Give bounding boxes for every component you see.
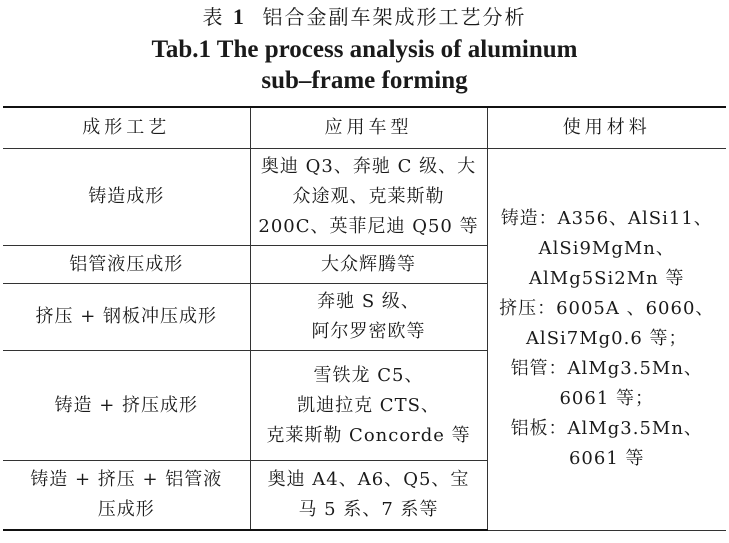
process-cell <box>3 284 250 351</box>
caption-number: 1 <box>232 4 246 29</box>
process-cell <box>3 149 250 246</box>
materials-line: AlSi7Mg0.6 等； <box>525 328 688 350</box>
caption-prefix: 表 <box>202 5 225 29</box>
process-text: 挤压 + 钢板冲压成形 <box>35 306 218 327</box>
models-line: 众途观、克莱斯勒 <box>292 186 445 207</box>
materials-line: AlSi9MgMn、 <box>538 238 675 260</box>
process-text: 铸造成形 <box>88 186 165 207</box>
process-text: 铸造 + 挤压成形 <box>54 394 199 416</box>
models-cell <box>250 351 487 461</box>
models-line: 克莱斯勒 Concorde 等 <box>266 424 471 446</box>
models-line: 奥迪 A4、A6、Q5、宝 <box>267 469 470 490</box>
models-line: 雪铁龙 C5、 <box>313 364 424 386</box>
materials-cell <box>487 149 726 531</box>
process-text: 铝管液压成形 <box>69 253 184 275</box>
materials-line: 铝板：AlMg3.5Mn、 <box>510 418 703 440</box>
table-row <box>3 149 726 246</box>
process-cell <box>3 246 250 284</box>
models-cell <box>250 246 487 284</box>
models-line: 奔驰 S 级、 <box>317 291 420 312</box>
materials-line: 铸造：A356、AlSi11、 <box>500 208 713 230</box>
process-table <box>3 106 726 531</box>
models-line: 凯迪拉克 CTS、 <box>297 394 440 416</box>
models-cell <box>250 284 487 351</box>
materials-line: 铝管：AlMg3.5Mn、 <box>510 358 703 380</box>
header-process: 成形工艺 <box>3 107 250 149</box>
process-cell <box>3 461 250 531</box>
models-line: 马 5 系、7 系等 <box>298 499 439 520</box>
caption-en-line-1: Tab.1 The process analysis of aluminum <box>151 36 578 63</box>
process-text: 铸造 + 挤压 + 铝管液 <box>30 469 223 490</box>
table-header-row <box>3 107 726 149</box>
header-materials: 使用材料 <box>487 107 726 149</box>
models-line: 奥迪 Q3、奔驰 C 级、大 <box>260 156 477 177</box>
header-models: 应用车型 <box>250 107 487 149</box>
caption-en-line-2: sub–frame forming <box>261 67 468 94</box>
process-cell <box>3 351 250 461</box>
caption-title-cn: 铝合金副车架成形工艺分析 <box>262 5 527 29</box>
models-cell <box>250 149 487 246</box>
materials-line: 6061 等 <box>568 448 645 470</box>
table-caption-en <box>0 34 729 96</box>
materials-line: 挤压：6005A 、6060、 <box>499 298 715 320</box>
process-text: 压成形 <box>97 499 155 520</box>
models-cell <box>250 461 487 531</box>
materials-line: AlMg5Si2Mn 等 <box>529 268 685 290</box>
models-line: 200C、英菲尼迪 Q50 等 <box>258 216 479 237</box>
models-line: 阿尔罗密欧等 <box>311 321 426 342</box>
materials-line: 6061 等； <box>559 388 655 410</box>
table-caption-cn <box>0 4 729 30</box>
models-line: 大众辉腾等 <box>321 253 416 275</box>
